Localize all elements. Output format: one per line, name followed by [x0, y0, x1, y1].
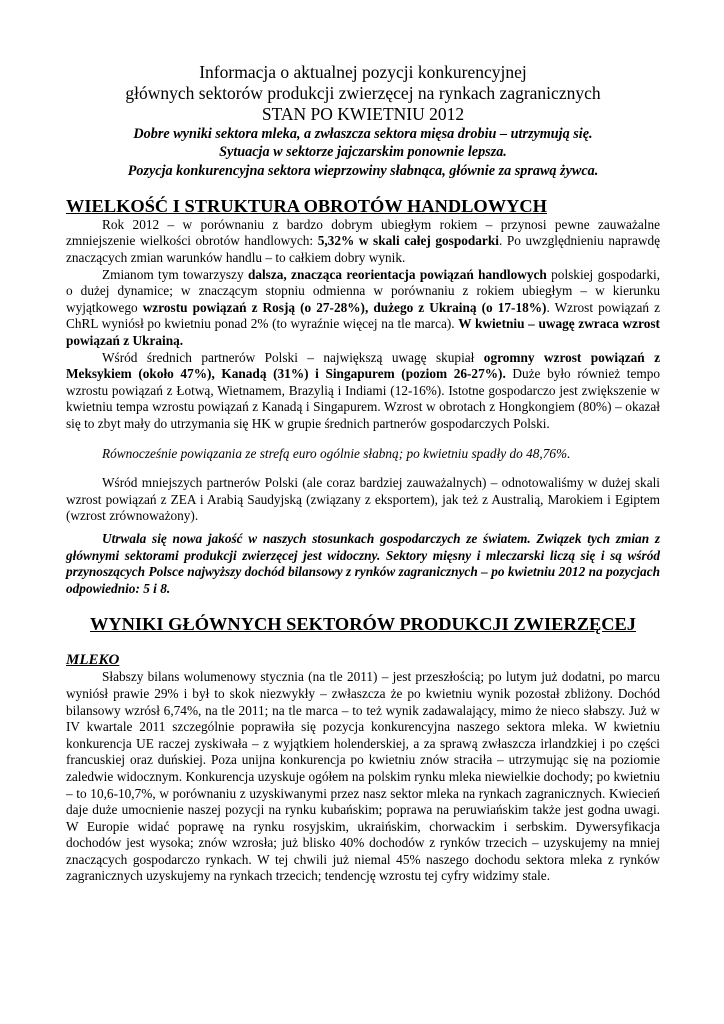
text-run: Rok 2012 – w porównaniu z bardzo dobrym ubiegłym rokiem – przynosi pewne zauważalne zmniejszenie wielkości obrotów handlowych: — [66, 216, 660, 249]
lead-summary — [66, 125, 660, 180]
section-heading-sectors: WYNIKI GŁÓWNYCH SEKTORÓW PRODUKCJI ZWIERZĘCEJ — [89, 614, 637, 635]
bold-text: ogromny wzrost powiązań z Meksykiem (około 47%), Kanadą (31%) i Singapurem (poziom 26-27%). — [66, 349, 661, 382]
paragraph-small-partners: Wśród mniejszych partnerów Polski (ale coraz bardziej zauważalnych) – odnotowaliśmy w dużej skali wzrost powiązań z ZEA i Arabią Saudyjską (związany z eksportem), jak też z Australią, Marokiem i Egiptem (wzrost zrównoważony). — [66, 475, 660, 524]
text-run: . Po uwzględnieniu naprawdę znaczących zmian warunków handlu – to całkiem dobry wynik. — [66, 233, 661, 266]
lead-line-2: Sytuacja w sektorze jajczarskim ponownie lepsza. — [219, 144, 507, 161]
lead-line-1: Dobre wyniki sektora mleka, a zwłaszcza sektora mięsa drobiu – utrzymują się. — [133, 126, 593, 142]
paragraph-milk: Słabszy bilans wolumenowy stycznia (na tle 2011) – jest przeszłością; po lutym już dodatni, po marcu wyniósł prawie 29% i był to skok niezwykły – zwłaszcza że po kwietniu wynik pozostał zbliżony. Dochód bilansowy wzrósł 6,74%, na tle 2011; na tle marca – to też wynik zadawalający, mimo że nieco słabszy. Już w IV kwartale 2011 szczególnie poprawiła się pozycja konkurencyjna naszego sektora mleka. W kwietniu konkurencja UE raczej zyskiwała – z wyjątkiem holenderskiej, a za sprawą zwłaszcza irlandzkiej i po części francuskiej oraz duńskiej. Poza unijna konkurencja po kwietniu znów straciła – utrzymując się na poziomie zaledwie widocznym. Konkurencja uzyskuje ogółem na polskim rynku mleka niewielkie dochody; po kwietniu – to 10,6-10,7%, w porównaniu z uzyskiwanymi przez nasz sektor mleka na rynkach zagranicznych. Kwiecień daje duże umocnienie naszej pozycji na rynku kubańskim; poprawa na peruwiańskim także jest godna uwagi. W Europie widać poprawę na rynku rosyjskim, ukraińskim, chorwackim i serbskim. Dywersyfikacja dochodów jest wysoka; znów wzrosła; już blisko 40% dochodów z rynków trzecich – uzyskujemy na mniej znaczących gospodarczo rynkach. W tej chwili już niemal 45% naszego dochodu sektora mleka z rynków zagranicznych uzyskujemy na rynkach trzecich; tendencję wzrostu tej cyfry widzimy stale. — [66, 669, 660, 884]
paragraph-trade-volume — [66, 217, 660, 267]
lead-line-3: Pozycja konkurencyjna sektora wieprzowiny słabnąca, głównie za sprawą żywca. — [127, 162, 599, 179]
title-line-2: głównych sektorów produkcji zwierzęcej na rynkach zagranicznych — [125, 83, 601, 103]
text-run: Duże było również tempo wzrostu powiązań z Łotwą, Wietnamem, Brazylią i Indiami (12-16%). Istotne gospodarczo jest zwiększenie w kwietniu tempa wzrostu powiązań z Kanadą i Singapurem. Wzrost w obrotach z Hongkongiem (80%) – okazał się to zbyt mały do utrzymania się HK w grupie średnich partnerów gospodarczych Polski. — [66, 366, 661, 432]
paragraph-medium-partners — [66, 350, 660, 433]
document-page — [66, 62, 660, 885]
paragraph-reorientation — [66, 267, 660, 350]
bold-text: wzrostu powiązań z Rosją (o 27-28%), dużego z Ukrainą (o 17-18%) — [142, 299, 547, 315]
text-run: polskiej gospodarki, o dużej dynamice; w znaczącym stopniu odmienna w porównaniu z rokiem ubiegłym – w kierunku wyjątkowego — [66, 266, 660, 315]
bold-italic-text: Utrwala się nowa jakość w naszych stosunkach gospodarczych ze światem. Związek tych zmian z głównymi sektorami produkcji zwierzęcej jest widoczny. Sektory mięsny i mleczarski liczą się i są wśród przynoszących Polsce najwyższy dochód bilansowy z rynków zagranicznych – po kwietniu 2012 na pozycjach odpowiednio: 5 i 8. — [66, 530, 660, 596]
paragraph-new-quality — [66, 531, 660, 597]
title-line-1: Informacja o aktualnej pozycji konkurencyjnej — [199, 62, 527, 82]
text-run: Wśród średnich partnerów Polski – największą uwagę skupiał — [102, 349, 484, 365]
document-title — [66, 62, 660, 125]
bold-text: W kwietniu – uwagę zwraca wzrost powiązań z Ukrainą. — [66, 316, 660, 349]
paragraph-eurozone: Równocześnie powiązania ze strefą euro ogólnie słabną; po kwietniu spadły do 48,76%. — [102, 445, 571, 461]
section-heading-trade: WIELKOŚĆ I STRUKTURA OBROTÓW HANDLOWYCH — [66, 195, 547, 216]
title-line-3: STAN PO KWIETNIU 2012 — [261, 104, 465, 124]
text-run: Zmianom tym towarzyszy — [102, 266, 248, 282]
subsection-heading-milk: MLEKO — [66, 652, 120, 669]
bold-text: 5,32% w skali całej gospodarki — [317, 233, 499, 249]
text-run: . Wzrost powiązań z ChRL wyniósł po kwietniu ponad 2% (to wyraźnie więcej na tle marca). — [66, 299, 660, 332]
bold-text: dalsza, znacząca reorientacja powiązań handlowych — [247, 266, 547, 282]
